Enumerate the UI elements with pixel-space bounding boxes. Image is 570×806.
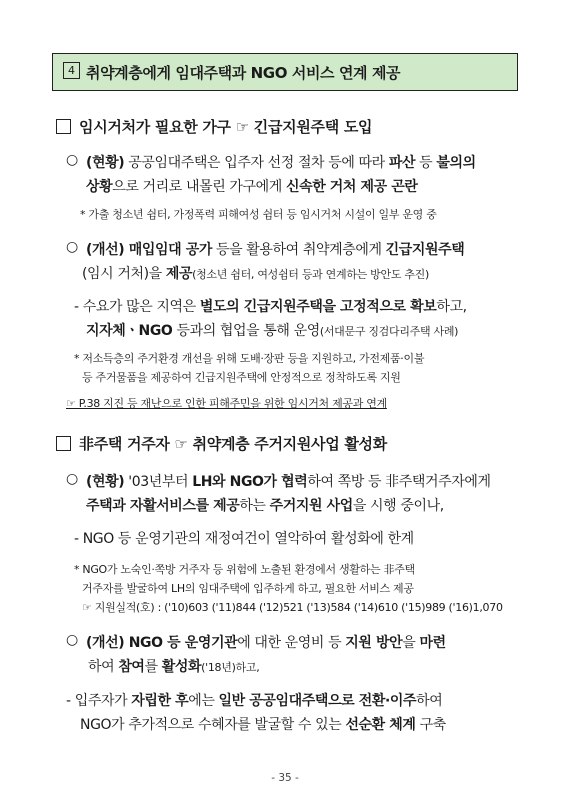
- dash-item-transition-line1: - 입주자가 자립한 후에는 일반 공공임대주택으로 전환·이주하여: [66, 693, 443, 709]
- current-status-bullet-2: ○: [66, 471, 78, 487]
- footnote-support-line2: 등 주거물품을 제공하여 긴급지원주택에 안정적으로 정착하도록 지원: [82, 371, 401, 384]
- improvement-2-line2: 하여 참여를 활성화('18년)하고,: [88, 659, 260, 675]
- current-status-bullet: ○: [66, 152, 78, 168]
- checkbox-square-icon: [56, 436, 71, 451]
- improvement-bullet: ○: [66, 239, 78, 255]
- page-number: - 35 -: [271, 772, 299, 784]
- checkbox-square-icon: [56, 119, 71, 134]
- dash-item-supply-line1: - 수요가 많은 지역은 별도의 긴급지원주택을 고정적으로 확보하고,: [74, 299, 467, 315]
- current-status-2-line1: (현황) '03년부터 LH와 NGO가 협력하여 쪽방 등 非주택거주자에게: [86, 474, 491, 490]
- improvement-bullet-2: ○: [66, 632, 78, 648]
- footnote-ngo-line1: * NGO가 노숙인·쪽방 거주자 등 위험에 노출된 환경에서 생활하는 非주택: [74, 563, 415, 576]
- support-record-stats: ☞ 지원실적(호) : ('10)603 ('11)844 ('12)521 ('13)584 ('14)610 ('15)989 ('16)1,070: [82, 601, 503, 614]
- subsection-heading-1: 임시거처가 필요한 가구 ☞ 긴급지원주택 도입: [56, 116, 372, 137]
- footnote-ngo-line2: 거주자를 발굴하여 LH의 임대주택에 입주하게 하고, 필요한 서비스 제공: [82, 582, 414, 595]
- current-status-2-line2: 주택과 자활서비스를 제공하는 주거지원 사업을 시행 중이나,: [86, 498, 444, 514]
- pointing-hand-icon: ☞: [174, 435, 188, 453]
- dash-item-finance: - NGO 등 운영기관의 재정여건이 열악하여 활성화에 한계: [74, 531, 414, 547]
- cross-reference-link[interactable]: ☞ P.38 지진 등 재난으로 인한 피해주민을 위한 임시거처 제공과 연계: [66, 397, 387, 410]
- current-status-line2: 상황으로 거리로 내몰린 가구에게 신속한 거처 제공 곤란: [86, 179, 418, 195]
- pointing-hand-icon: ☞: [235, 118, 249, 136]
- improvement-2-line1: (개선) NGO 등 운영기관에 대한 운영비 등 지원 방안을 마련: [86, 635, 446, 651]
- dash-item-transition-line2: NGO가 추가적으로 수혜자를 발굴할 수 있는 선순환 체계 구축: [80, 717, 446, 733]
- section-header-box: [52, 53, 518, 91]
- footnote-shelters: * 가출 청소년 쉼터, 가정폭력 피해여성 쉼터 등 임시거처 시설이 일부 운영 중: [80, 208, 437, 221]
- footnote-support-line1: * 저소득층의 주거환경 개선을 위해 도배·장판 등을 지원하고, 가전제품·이불: [74, 352, 425, 365]
- subsection-heading-2: 非주택 거주자 ☞ 취약계층 주거지원사업 활성화: [56, 433, 387, 454]
- improvement-line1: (개선) 매입임대 공가 등을 활용하여 취약계층에게 긴급지원주택: [86, 242, 465, 258]
- improvement-line2: (임시 거처)을 제공(청소년 쉼터, 여성쉼터 등과 연계하는 방안도 추진): [82, 266, 429, 282]
- section-number: 4: [63, 62, 80, 79]
- section-title: 취약계층에게 임대주택과 NGO 서비스 연계 제공: [86, 64, 401, 82]
- dash-item-supply-line2: 지자체ㆍNGO 등과의 협업을 통해 운영(서대문구 징검다리주택 사례): [86, 323, 459, 339]
- current-status-line1: (현황) 공공임대주택은 입주자 선정 절차 등에 따라 파산 등 불의의: [86, 155, 476, 171]
